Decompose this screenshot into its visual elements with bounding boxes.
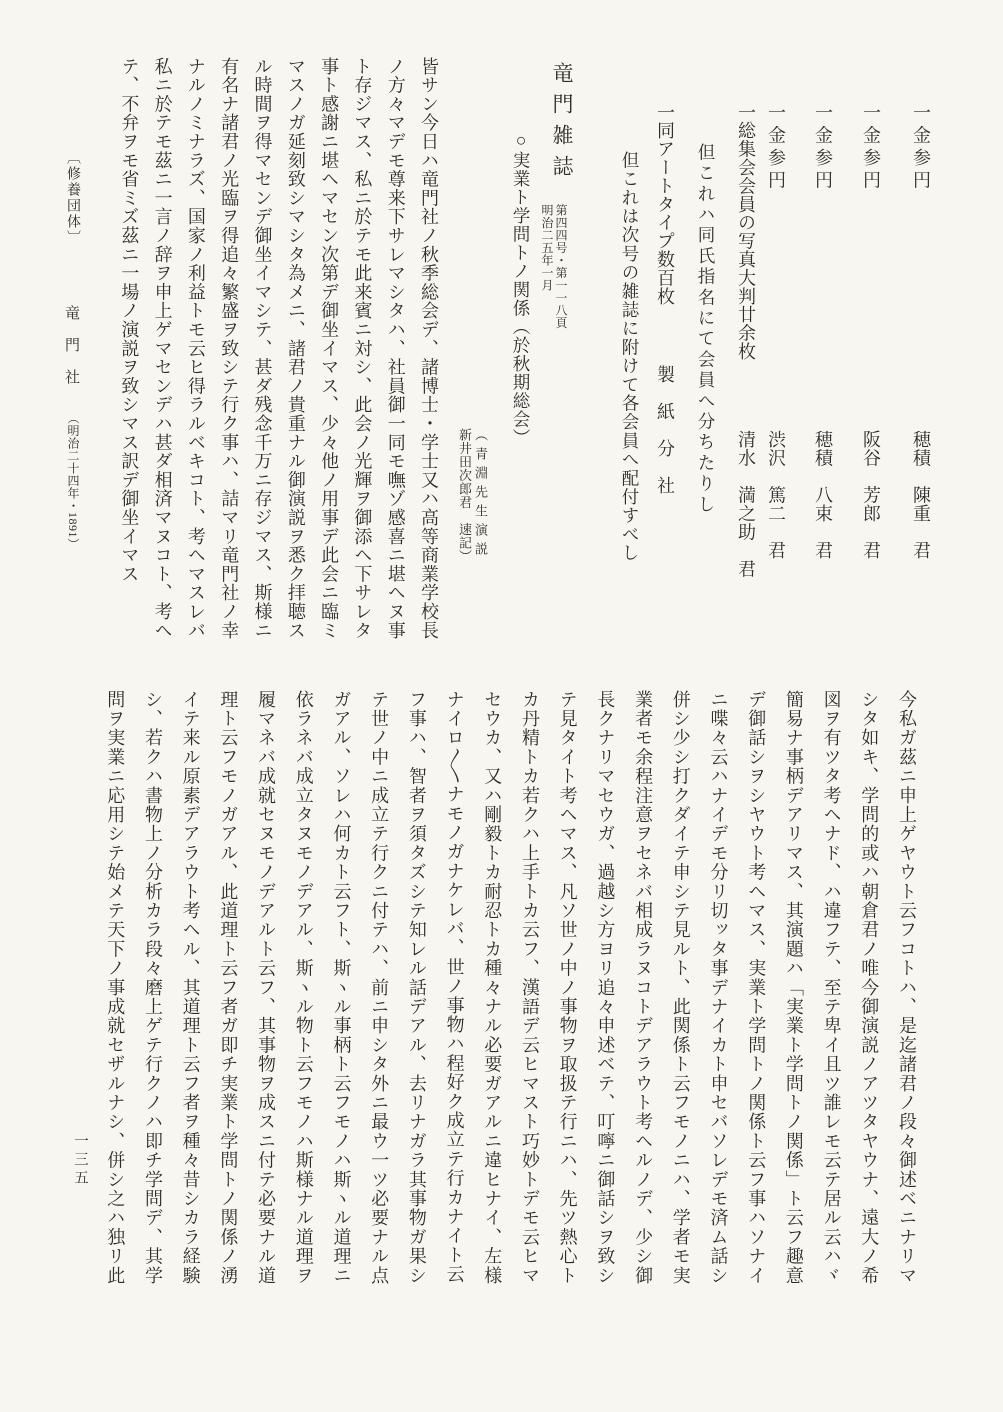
founding-year: （明治二十四年・1891） (66, 412, 80, 551)
donor-name: 清水 満之助 君 (736, 430, 756, 578)
journal-date: 明治二五年一月 (540, 204, 554, 292)
text-column: シ、若クハ書物上ノ分析カラ段々磨上ゲテ行クノハ即チ学問デ、其学 (142, 690, 163, 1286)
text-column: テ見タイト考ヘマス、凡ソ世ノ中ノ事物ヲ取扱テ行ニハ、先ツ熱心ト (557, 690, 578, 1286)
text-column: ガアル、ソレハ何カト云フト、斯ヽル事柄ト云フモノハ斯ヽル道理ニ (331, 690, 352, 1286)
speaker-attribution (456, 428, 488, 628)
donation-entry (652, 103, 678, 663)
text-column: 図ヲ有ツタ考ヘナド、ハ違フテ、至テ卑イ且ツ誰レモ云テ居ル云ハヾ (821, 690, 842, 1286)
donation-entry (908, 103, 934, 663)
donor-name: 阪谷 芳郎 君 (861, 430, 881, 560)
journal-issue: 第四四号・第一一八頁 (554, 204, 568, 329)
text-column: ナイロ〱ナモノガナケレバ、世ノ事物ハ程好ク成立テ行カナイト云 (444, 690, 465, 1284)
article-title: ○実業ト学問トノ関係（於秋期総会） (511, 130, 531, 447)
donation-entry (733, 103, 759, 663)
text-column: デ御話シヲシヤウト考ヘマス、実業ト学問トノ関係ト云フ事ハソナイ (746, 690, 767, 1286)
text-column: ニ喋々云ハナイデモ分リ切ッタ事デナイカト申セバソレデモ済ム話シ (708, 690, 729, 1286)
speech-text-block-2 (95, 690, 925, 1322)
donation-item: 一総集会会員の写真大判廿余枚 (736, 103, 756, 361)
donor-name: 穂積 陳重 君 (911, 430, 931, 560)
donation-entry (810, 103, 836, 663)
speech-text-block-1 (112, 57, 445, 672)
text-column: フ事ハ、智者ヲ須タズシテ知レル話デアル、去リナガラ其事物ガ果シ (406, 690, 427, 1286)
donation-amount: 一金参円 (861, 103, 881, 193)
text-column: 有名ナ諸君ノ光臨ヲ得追々繁盛ヲ致シテ行ク事ハ、詰マリ竜門社ノ幸 (219, 57, 240, 640)
speaker-name: （青淵先生演説 (473, 428, 488, 561)
text-column: 依ラネバ成立タヌモノデアル、斯ヽル物ト云フモノハ斯様ナル道理ヲ (293, 690, 314, 1286)
text-column: 皆サン今日ハ竜門社ノ秋季総会デ、諸博士・学士又ハ高等商業学校長 (419, 57, 439, 640)
donation-entry (763, 103, 789, 663)
text-column: 長クナリマセウガ、過越シ方ヨリ追々申述ベテ、叮嚀ニ御話シヲ致シ (595, 690, 616, 1286)
text-column: ト存ジマス、私ニ於テモ此来賓ニ対シ、此会ノ光輝ヲ御添ヘ下サレタ (352, 57, 373, 640)
category-label: 〔修養団体〕 (65, 150, 80, 246)
donor-name: 製 紙 分 社 (655, 365, 675, 495)
donation-amount: 一金参円 (911, 103, 931, 193)
text-column: 事ト感謝ニ堪ヘマセン次第デ御坐イマス、少々他ノ用事デ此会ニ臨ミ (319, 57, 340, 640)
text-column: マスノガ延刻致シマシタ為メニ、諸君ノ貴重ナル御演説ヲ悉ク拝聴ス (285, 57, 306, 640)
text-column: シタ如キ、学問的或ハ朝倉君ノ唯今御演説ノアツタヤウナ、遠大ノ希 (859, 690, 880, 1286)
text-column: 理ト云フモノガアル、此道理ト云フ者ガ即チ実業ト学問トノ関係ノ湧 (218, 690, 239, 1286)
donation-note: 但これは次号の雑誌に附けて各会員へ配付すべし (620, 151, 640, 563)
text-column: 問ヲ実業ニ応用シテ始メテ天下ノ事成就セザルナシ、併シ之ハ独リ此 (105, 690, 126, 1286)
text-column: セウカ、又ハ剛毅トカ耐忍トカ種々ナル必要ガアルニ違ヒナイ、左様 (482, 690, 503, 1286)
text-column: 業者モ余程注意ヲセネバ相成ラヌコトデアラウト考ヘルノデ、少シ御 (633, 690, 654, 1286)
text-column: イテ来ル原素デアラウト考ヘル、其道理ト云フ者ヲ種々昔シカラ経験 (180, 690, 201, 1286)
text-column: 私ニ於テモ茲ニ一言ノ辞ヲ申上ゲマセンデハ甚ダ相済マヌコト、考ヘ (152, 57, 173, 640)
text-column: ノ方々マデモ尊来下サレマシタハ、社員御一同モ嘸ゾ感喜ニ堪ヘヌ事 (385, 57, 406, 640)
page-number: 一三五 (72, 1133, 88, 1189)
donation-item: 一同アートタイプ数百枚 (655, 103, 675, 306)
text-column: カ丹精トカ若クハ上手トカ云フ、漢語デ云ヒマスト巧妙トデモ云ヒマ (519, 690, 540, 1286)
transcriber-name: 新井田次郎君 速記） (457, 428, 472, 563)
donor-name: 渋沢 篤二 君 (766, 430, 786, 560)
donor-name: 穂積 八束 君 (813, 430, 833, 560)
text-column: ナルノミナラズ、国家ノ利益トモ云ヒ得ラルベキコト、考ヘマスレバ (185, 57, 206, 640)
margin-label (58, 150, 82, 570)
text-column: 履マネバ成就セヌモノデアルト云フ、其事物ヲ成スニ付テ必要ナル道 (256, 690, 277, 1286)
journal-issue-info (540, 204, 568, 344)
text-column: 併シ少シ打クダイテ申シテ見ルト、此関係ト云フモノニハ、学者モ実 (670, 690, 691, 1286)
text-column: テ世ノ中ニ成立テ行クニ付テハ、前ニ申シタ外ニ最ウ一ツ必要ナル点 (369, 690, 390, 1286)
text-column: テ、不弁ヲモ省ミズ茲ニ一場ノ演説ヲ致シマス訳デ御坐イマス (119, 57, 140, 584)
donation-amount: 一金参円 (766, 103, 786, 193)
donation-amount: 一金参円 (813, 103, 833, 193)
donation-note: 但これハ同氏指名にて会員へ分ちたりし (696, 143, 716, 516)
text-column: 簡易ナ事柄デアリマス、其演題ハ「実業ト学問トノ関係」ト云フ趣意 (783, 690, 804, 1286)
journal-title: 竜門雑誌 (550, 62, 574, 186)
text-column: ル時間ヲ得マセンデ御坐イマシテ、甚ダ残念千万ニ存ジマス、斯様ニ (252, 57, 273, 640)
text-column: 今私ガ茲ニ申上ゲヤウト云フコトハ、是迄諸君ノ段々御述ベニナリマ (897, 690, 917, 1286)
organization-name: 竜 門 社 (63, 305, 79, 385)
donation-entry (858, 103, 884, 663)
